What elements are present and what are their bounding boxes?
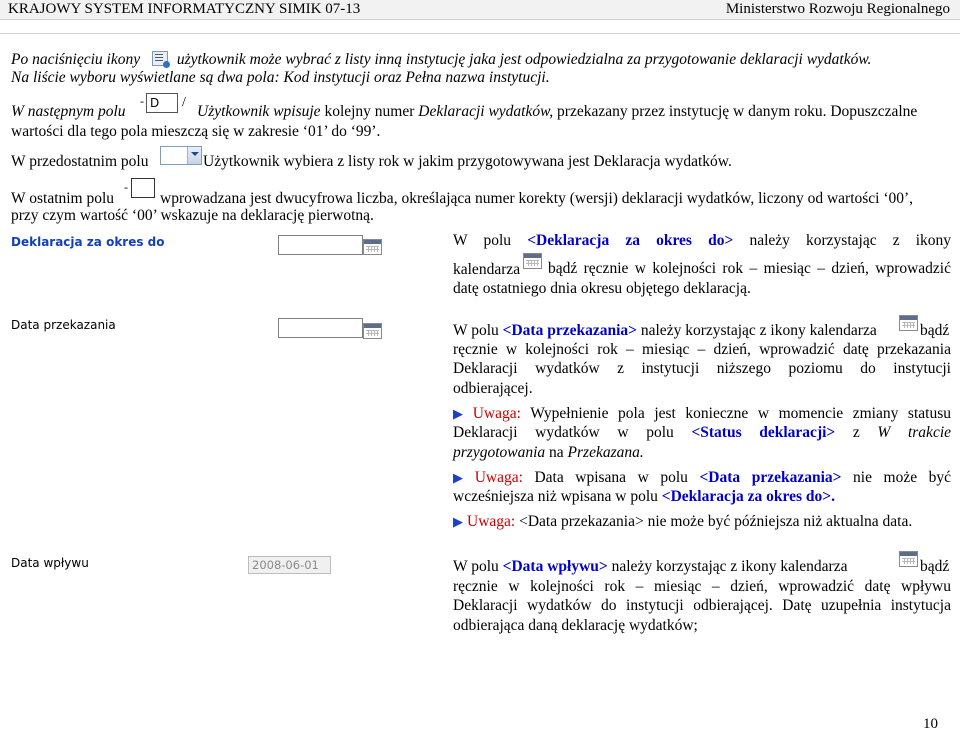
warning-1-line-3 — [453, 444, 644, 462]
data-przekazania-input[interactable] — [278, 318, 363, 338]
page-number: 10 — [923, 716, 938, 732]
header-ministry: Ministerstwo Rozwoju Regionalnego — [725, 1, 950, 17]
label-deklaracja-za-okres-do: Deklaracja za okres do — [11, 235, 165, 249]
w2-t3: wcześniejsza niż wpisana w polu — [453, 488, 658, 505]
arrow-right-icon: ▶ — [453, 470, 471, 485]
calendar-icon — [899, 551, 918, 567]
warning-1-line-1 — [453, 404, 951, 424]
paragraph-2-line-2: wartości dla tego pola mieszczą się w zakresie ‘01’ do ‘99’. — [11, 123, 381, 140]
paragraph-3-text: Użytkownik wybiera z listy rok w jakim przygotowywana jest Deklaracja wydatków. — [203, 153, 732, 170]
p2-italic-2: Deklaracji wydatków, — [418, 103, 554, 120]
w3-label: Uwaga: — [467, 513, 516, 530]
chevron-down-icon — [187, 147, 201, 164]
p2-icon-slash: / — [182, 95, 186, 110]
w2-field1: <Data przekazania> — [699, 469, 842, 486]
declaration-number-field-icon: D — [146, 93, 178, 113]
p1-text-b: użytkownik może wybrać z listy inną instytucję jaka jest odpowiedzialna za przygotowanie deklaracji wydatków. — [176, 51, 872, 68]
year-dropdown-icon — [160, 146, 202, 165]
s1-line-1 — [453, 231, 951, 251]
w2-t2: nie może być — [853, 469, 952, 486]
calendar-icon[interactable] — [363, 323, 382, 339]
s3-t3: bądź — [920, 558, 950, 575]
s2-t6: odbierającej. — [453, 380, 533, 397]
w1-t2: Deklaracji wydatków w polu — [453, 424, 674, 441]
warning-3-line-1 — [453, 513, 912, 531]
s3-t5: Deklaracji wydatków do instytucji odbierającej. Datę uzupełnia instytucja — [453, 597, 951, 614]
w1-t3: z — [852, 424, 860, 441]
arrow-right-icon: ▶ — [453, 406, 469, 421]
p2-text-a: W następnym polu — [11, 103, 126, 120]
w1-t7: Przekazana. — [567, 444, 644, 461]
header-system-name: KRAJOWY SYSTEM INFORMATYCZNY SIMIK 07-13 — [8, 1, 361, 17]
w3-t1: <Data przekazania> nie może być późniejsza niż aktualna data. — [519, 513, 913, 530]
paragraph-1-line-2: Na liście wyboru wyświetlane są dwa pola: Kod instytucji oraz Pełna nazwa instytucji. — [11, 69, 550, 86]
paragraph-2-line-1 — [11, 103, 126, 121]
header-divider — [0, 33, 960, 34]
warning-1-line-2 — [453, 423, 951, 443]
s2-t5: Deklaracji wydatków z instytucji niższego poziomu do instytucji — [453, 360, 951, 377]
s2-line-1 — [453, 322, 877, 340]
calendar-icon — [523, 253, 542, 269]
w1-field: <Status deklaracji> — [691, 424, 836, 441]
paragraph-4-label: W ostatnim polu — [11, 190, 115, 207]
paragraph-2-line-1b — [197, 103, 917, 121]
s1-t3: kalendarza — [453, 261, 521, 278]
label-data-przekazania: Data przekazania — [11, 318, 116, 332]
w1-t4: W trakcie — [877, 424, 952, 441]
w1-t1: Wypełnienie pola jest konieczne w momencie zmiany statusu — [530, 405, 951, 422]
s1-t2: należy korzystając z ikony — [749, 232, 952, 249]
paragraph-3-label: W przedostatnim polu — [11, 153, 149, 170]
w1-t6: na — [549, 444, 564, 461]
s2-t1: W polu — [453, 322, 499, 339]
s1-field: <Deklaracja za okres do> — [527, 232, 734, 249]
document-header — [0, 0, 960, 20]
s3-t6: odbierająca daną deklarację wydatków; — [453, 617, 698, 634]
s3-line-1 — [453, 558, 847, 576]
s2-t2: należy korzystając z ikony kalendarza — [640, 322, 877, 339]
s1-t4: bądź ręcznie w kolejności rok – miesiąc – dzień, wprowadzić — [548, 260, 951, 277]
p2-icon-dash: - — [140, 94, 144, 108]
label-data-wplywu: Data wpływu — [11, 556, 89, 570]
paragraph-4-line-1: wprowadzana jest dwucyfrowa liczba, określająca numer korekty (wersji) deklaracji wydatków, liczony od wartości ‘00’, — [160, 190, 914, 207]
institution-select-icon — [152, 51, 168, 66]
data-wplywu-input: 2008-06-01 — [248, 556, 331, 574]
s2-field: <Data przekazania> — [502, 322, 637, 339]
w2-t1: Data wpisana w polu — [534, 469, 688, 486]
p2-italic-1: Użytkownik wpisuje — [197, 103, 321, 120]
warning-2-line-2 — [453, 488, 835, 506]
warning-2-line-1 — [453, 468, 951, 488]
s3-t1: W polu — [453, 558, 499, 575]
p4-icon-dash: - — [124, 180, 128, 194]
s2-t4: ręcznie w kolejności rok – miesiąc – dzień, wprowadzić datę przekazania — [453, 341, 951, 358]
s3-field: <Data wpływu> — [502, 558, 608, 575]
paragraph-1-line-1 — [11, 51, 871, 69]
paragraph-4-line-2: przy czym wartość ‘00’ wskazuje na deklarację pierwotną. — [11, 207, 374, 224]
s3-t4: ręcznie w kolejności rok – miesiąc – dzień, wprowadzić datę wpływu — [453, 578, 951, 595]
w1-t5: przygotowania — [453, 444, 546, 461]
s1-t5: datę ostatniego dnia okresu objętego deklaracją. — [453, 280, 751, 297]
p1-text-a: Po naciśnięciu ikony — [11, 51, 141, 68]
s1-t1: W polu — [453, 232, 512, 249]
w2-field2: <Deklaracja za okres do>. — [661, 488, 835, 505]
s2-t3: bądź — [920, 322, 950, 339]
w2-label: Uwaga: — [474, 469, 523, 486]
calendar-icon — [899, 315, 918, 331]
p2-plain-1: kolejny numer — [324, 103, 415, 120]
w1-label: Uwaga: — [472, 405, 521, 422]
s3-t2: należy korzystając z ikony kalendarza — [611, 558, 848, 575]
p2-plain-2: przekazany przez instytucję w danym roku. Dopuszczalne — [557, 103, 918, 120]
correction-number-field-icon — [131, 178, 155, 198]
calendar-icon[interactable] — [363, 239, 382, 255]
arrow-right-icon: ▶ — [453, 514, 463, 529]
deklaracja-za-okres-do-input[interactable] — [278, 235, 363, 255]
